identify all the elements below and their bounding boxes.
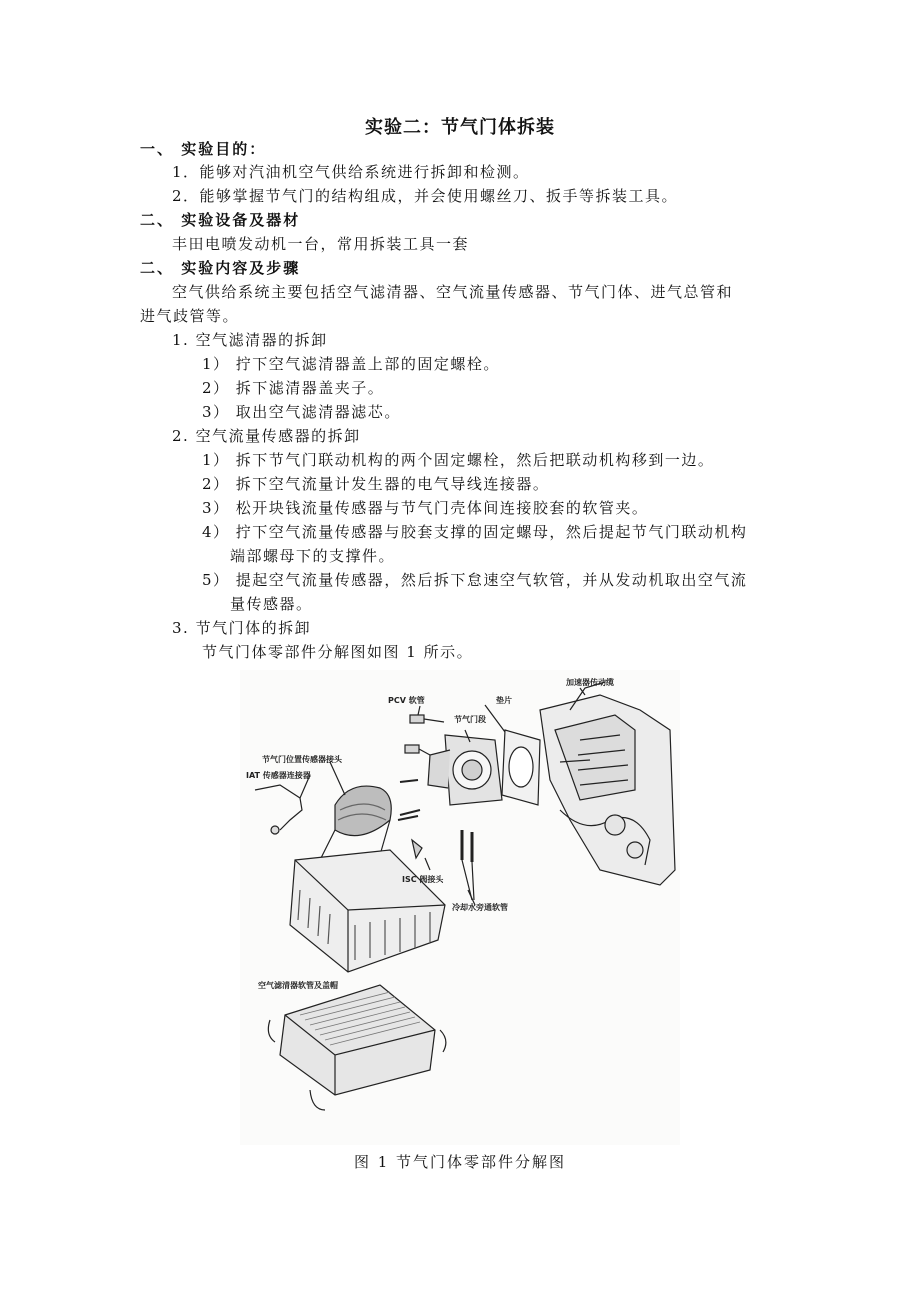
step2-item-5-cont: 量传感器。: [230, 595, 313, 613]
label-pcv-hose: PCV 软管: [388, 696, 425, 705]
air-filter-cover-shape: [290, 850, 445, 972]
step3-text: 节气门体零部件分解图如图 1 所示。: [202, 643, 474, 661]
step2-item-4-cont: 端部螺母下的支撑件。: [230, 547, 396, 565]
intake-bellows-shape: [335, 786, 391, 836]
step2-item-1: 1） 拆下节气门联动机构的两个固定螺栓，然后把联动机构移到一边。: [202, 451, 715, 469]
label-iat-connector: IAT 传感器连接器: [246, 771, 311, 780]
label-air-filter-hose: 空气滤清器软管及盖帽: [258, 981, 338, 990]
step1-title: 1. 空气滤清器的拆卸: [172, 331, 328, 349]
purpose-item-2: 2．能够掌握节气门的结构组成，并会使用螺丝刀、扳手等拆装工具。: [172, 187, 679, 205]
step2-item-2: 2） 拆下空气流量计发生器的电气导线连接器。: [202, 475, 550, 493]
throttle-body-exploded-diagram: [240, 670, 680, 1145]
content-intro-line2: 进气歧管等。: [140, 307, 240, 325]
step2-item-4: 4） 拧下空气流量传感器与胶套支撑的固定螺母，然后提起节气门联动机构: [202, 523, 748, 541]
label-throttle-body: 节气门段: [454, 715, 486, 724]
content-intro-line1: 空气供给系统主要包括空气滤清器、空气流量传感器、节气门体、进气总管和: [172, 283, 734, 301]
purpose-item-1: 1．能够对汽油机空气供给系统进行拆卸和检测。: [172, 163, 530, 181]
document-title: 实验二：节气门体拆装: [365, 117, 555, 138]
label-tps-connector: 节气门位置传感器接头: [262, 755, 342, 764]
diagram-svg: [240, 670, 680, 1145]
equipment-text: 丰田电喷发动机一台，常用拆装工具一套: [172, 235, 470, 253]
step1-item-2: 2） 拆下滤清器盖夹子。: [202, 379, 385, 397]
equipment-heading: 二、 实验设备及器材: [140, 211, 301, 229]
label-coolant-hose: 冷却水旁通软管: [452, 903, 508, 912]
step2-item-3: 3） 松开块钱流量传感器与节气门壳体间连接胶套的软管夹。: [202, 499, 649, 517]
step3-title: 3. 节气门体的拆卸: [172, 619, 312, 637]
content-heading: 二、 实验内容及步骤: [140, 259, 301, 277]
label-gasket: 垫片: [496, 696, 512, 705]
label-isc-connector: ISC 阀接头: [402, 875, 444, 884]
step2-title: 2. 空气流量传感器的拆卸: [172, 427, 361, 445]
label-accelerator-cable: 加速器传动缆: [566, 678, 614, 687]
air-filter-element-shape: [280, 985, 435, 1095]
figure-caption: 图 1 节气门体零部件分解图: [353, 1153, 567, 1171]
step1-item-3: 3） 取出空气滤清器滤芯。: [202, 403, 401, 421]
step2-item-5: 5） 提起空气流量传感器，然后拆下怠速空气软管，并从发动机取出空气流: [202, 571, 748, 589]
step1-item-1: 1） 拧下空气滤清器盖上部的固定螺栓。: [202, 355, 500, 373]
purpose-heading: 一、 实验目的：: [140, 140, 267, 158]
